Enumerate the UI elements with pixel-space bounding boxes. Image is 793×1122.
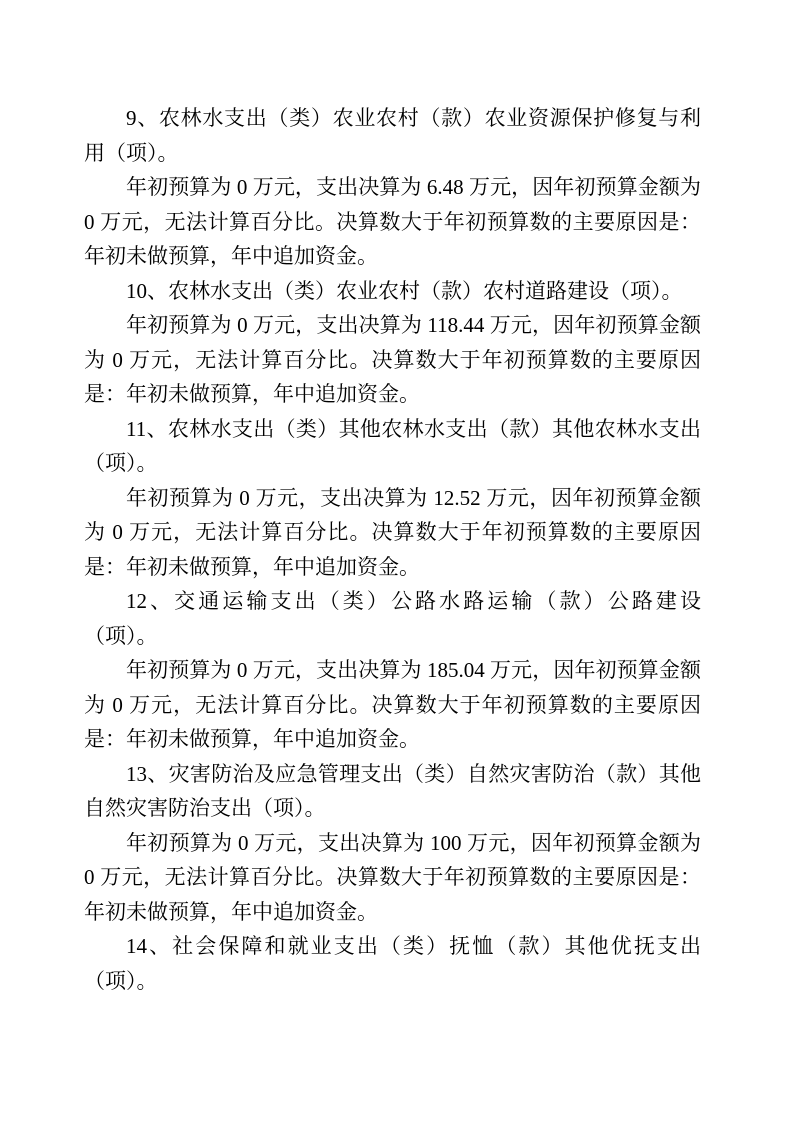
paragraph-item-13-heading: 13、灾害防治及应急管理支出（类）自然灾害防治（款）其他自然灾害防治支出（项）。 [84,761,701,820]
paragraph-item-10-detail: 年初预算为 0 万元，支出决算为 118.44 万元，因年初预算金额为 0 万元，无法计算百分比。决算数大于年初预算数的主要原因是：年初未做预算，年中追加资金。 [84,313,701,406]
paragraph-item-12-heading: 12、交通运输支出（类）公路水路运输（款）公路建设（项）。 [84,589,701,648]
paragraph-item-11-heading: 11、农林水支出（类）其他农林水支出（款）其他农林水支出（项）。 [84,416,701,475]
paragraph-item-13-detail: 年初预算为 0 万元，支出决算为 100 万元，因年初预算金额为 0 万元，无法计算百分比。决算数大于年初预算数的主要原因是：年初未做预算，年中追加资金。 [84,830,701,924]
paragraph-item-9-heading: 9、农林水支出（类）农业农村（款）农业资源保护修复与利用（项）。 [84,106,701,165]
paragraph-item-9-detail: 年初预算为 0 万元，支出决算为 6.48 万元，因年初预算金额为 0 万元，无法计算百分比。决算数大于年初预算数的主要原因是：年初未做预算，年中追加资金。 [84,175,701,268]
paragraph-item-11-detail: 年初预算为 0 万元，支出决算为 12.52 万元，因年初预算金额为 0 万元，无法计算百分比。决算数大于年初预算数的主要原因是：年初未做预算，年中追加资金。 [84,485,701,579]
paragraph-item-12-detail: 年初预算为 0 万元，支出决算为 185.04 万元，因年初预算金额为 0 万元，无法计算百分比。决算数大于年初预算数的主要原因是：年初未做预算，年中追加资金。 [84,658,701,751]
paragraph-item-14-heading: 14、社会保障和就业支出（类）抚恤（款）其他优抚支出（项）。 [84,934,701,993]
paragraph-item-10-heading: 10、农林水支出（类）农业农村（款）农村道路建设（项）。 [126,278,683,303]
